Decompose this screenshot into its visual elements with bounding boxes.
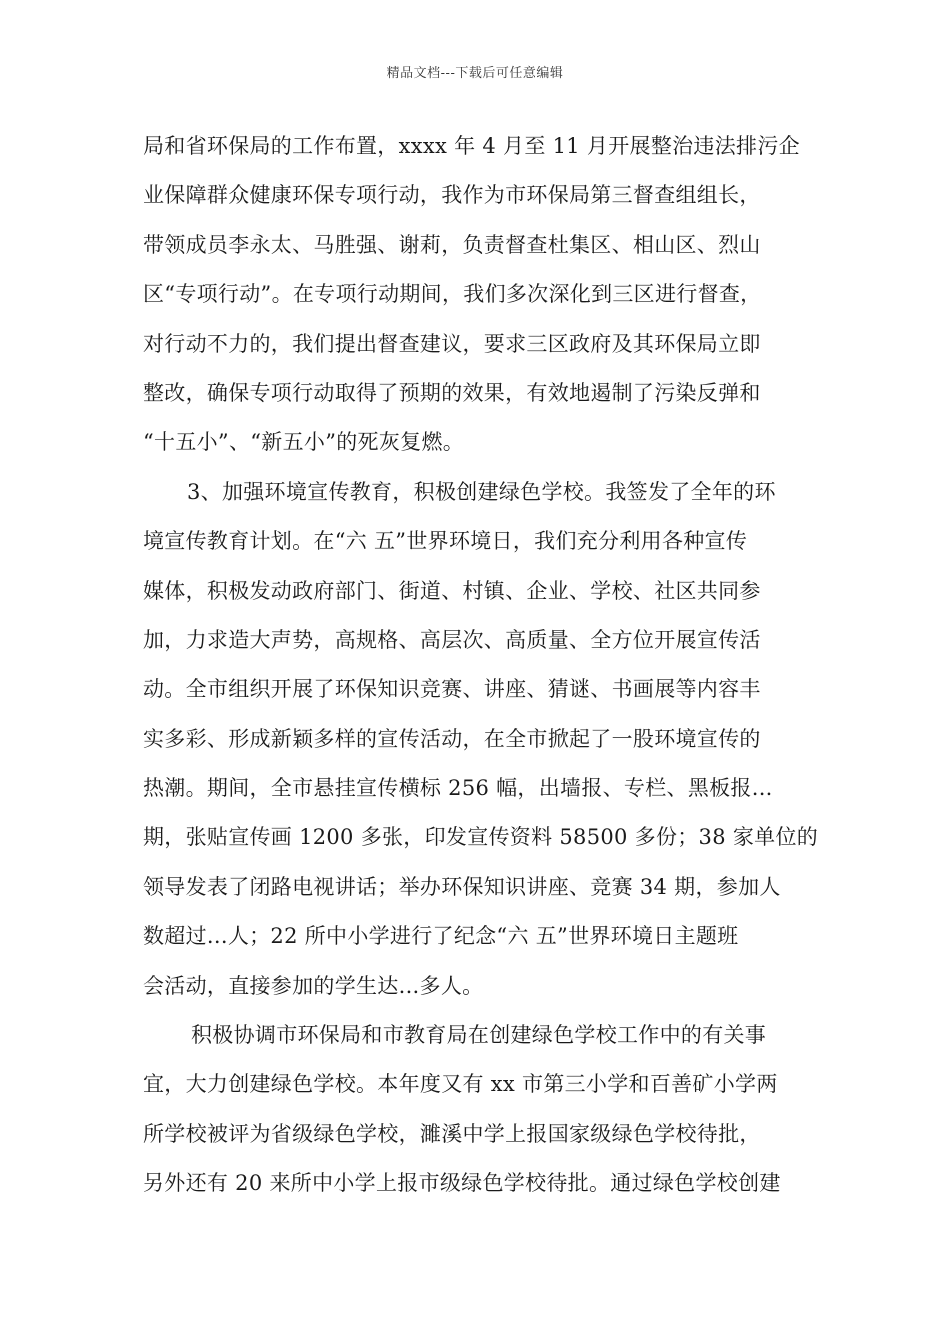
page-header: 精品文档---下载后可任意编辑: [386, 66, 564, 81]
text-line: 会活动，直接参加的学生达...多人。: [143, 973, 484, 998]
text-line: “十五小”、“新五小”的死灰复燃。: [143, 430, 465, 455]
text-line: 宜，大力创建绿色学校。本年度又有 xx 市第三小学和百善矿小学两: [143, 1072, 778, 1097]
text-line: 境宣传教育计划。在“六 五”世界环境日，我们充分利用各种宣传: [143, 529, 748, 554]
text-line: 期，张贴宣传画 1200 多张，印发宣传资料 58500 多份；38 家单位的: [143, 825, 819, 850]
text-line: 另外还有 20 来所中小学上报市级绿色学校待批。通过绿色学校创建: [143, 1171, 781, 1196]
text-line: 动。全市组织开展了环保知识竞赛、讲座、猜谜、书画展等内容丰: [143, 677, 761, 702]
paragraph-start-line: 3、加强环境宣传教育，积极创建绿色学校。我签发了全年的环: [187, 479, 776, 504]
text-line: 数超过...人；22 所中小学进行了纪念“六 五”世界环境日主题班: [143, 924, 739, 949]
text-line: 热潮。期间，全市悬挂宣传横标 256 幅，出墙报、专栏、黑板报...: [143, 776, 773, 801]
document-body: [143, 133, 823, 1220]
text-line: 局和省环保局的工作布置，xxxx 年 4 月至 11 月开展整治违法排污企: [143, 134, 800, 158]
text-line: 领导发表了闭路电视讲话；举办环保知识讲座、竞赛 34 期，参加人: [143, 874, 781, 899]
text-line: 加，力求造大声势，高规格、高层次、高质量、全方位开展宣传活: [143, 627, 761, 652]
text-line: 区“专项行动”。在专项行动期间，我们多次深化到三区进行督查，: [143, 282, 762, 307]
text-line: 业保障群众健康环保专项行动，我作为市环保局第三督查组组长，: [143, 183, 761, 208]
paragraph-start-line: 积极协调市环保局和市教育局在创建绿色学校工作中的有关事: [191, 1023, 767, 1048]
text-line: 带领成员李永太、马胜强、谢莉，负责督查杜集区、相山区、烈山: [143, 232, 761, 257]
text-line: 实多彩、形成新颖多样的宣传活动，在全市掀起了一股环境宣传的: [143, 726, 761, 751]
text-line: 整改，确保专项行动取得了预期的效果，有效地遏制了污染反弹和: [143, 380, 761, 405]
text-line: 媒体，积极发动政府部门、街道、村镇、企业、学校、社区共同参: [143, 578, 761, 603]
text-line: 对行动不力的，我们提出督查建议，要求三区政府及其环保局立即: [143, 331, 761, 356]
text-line: 所学校被评为省级绿色学校，濉溪中学上报国家级绿色学校待批，: [143, 1121, 761, 1146]
